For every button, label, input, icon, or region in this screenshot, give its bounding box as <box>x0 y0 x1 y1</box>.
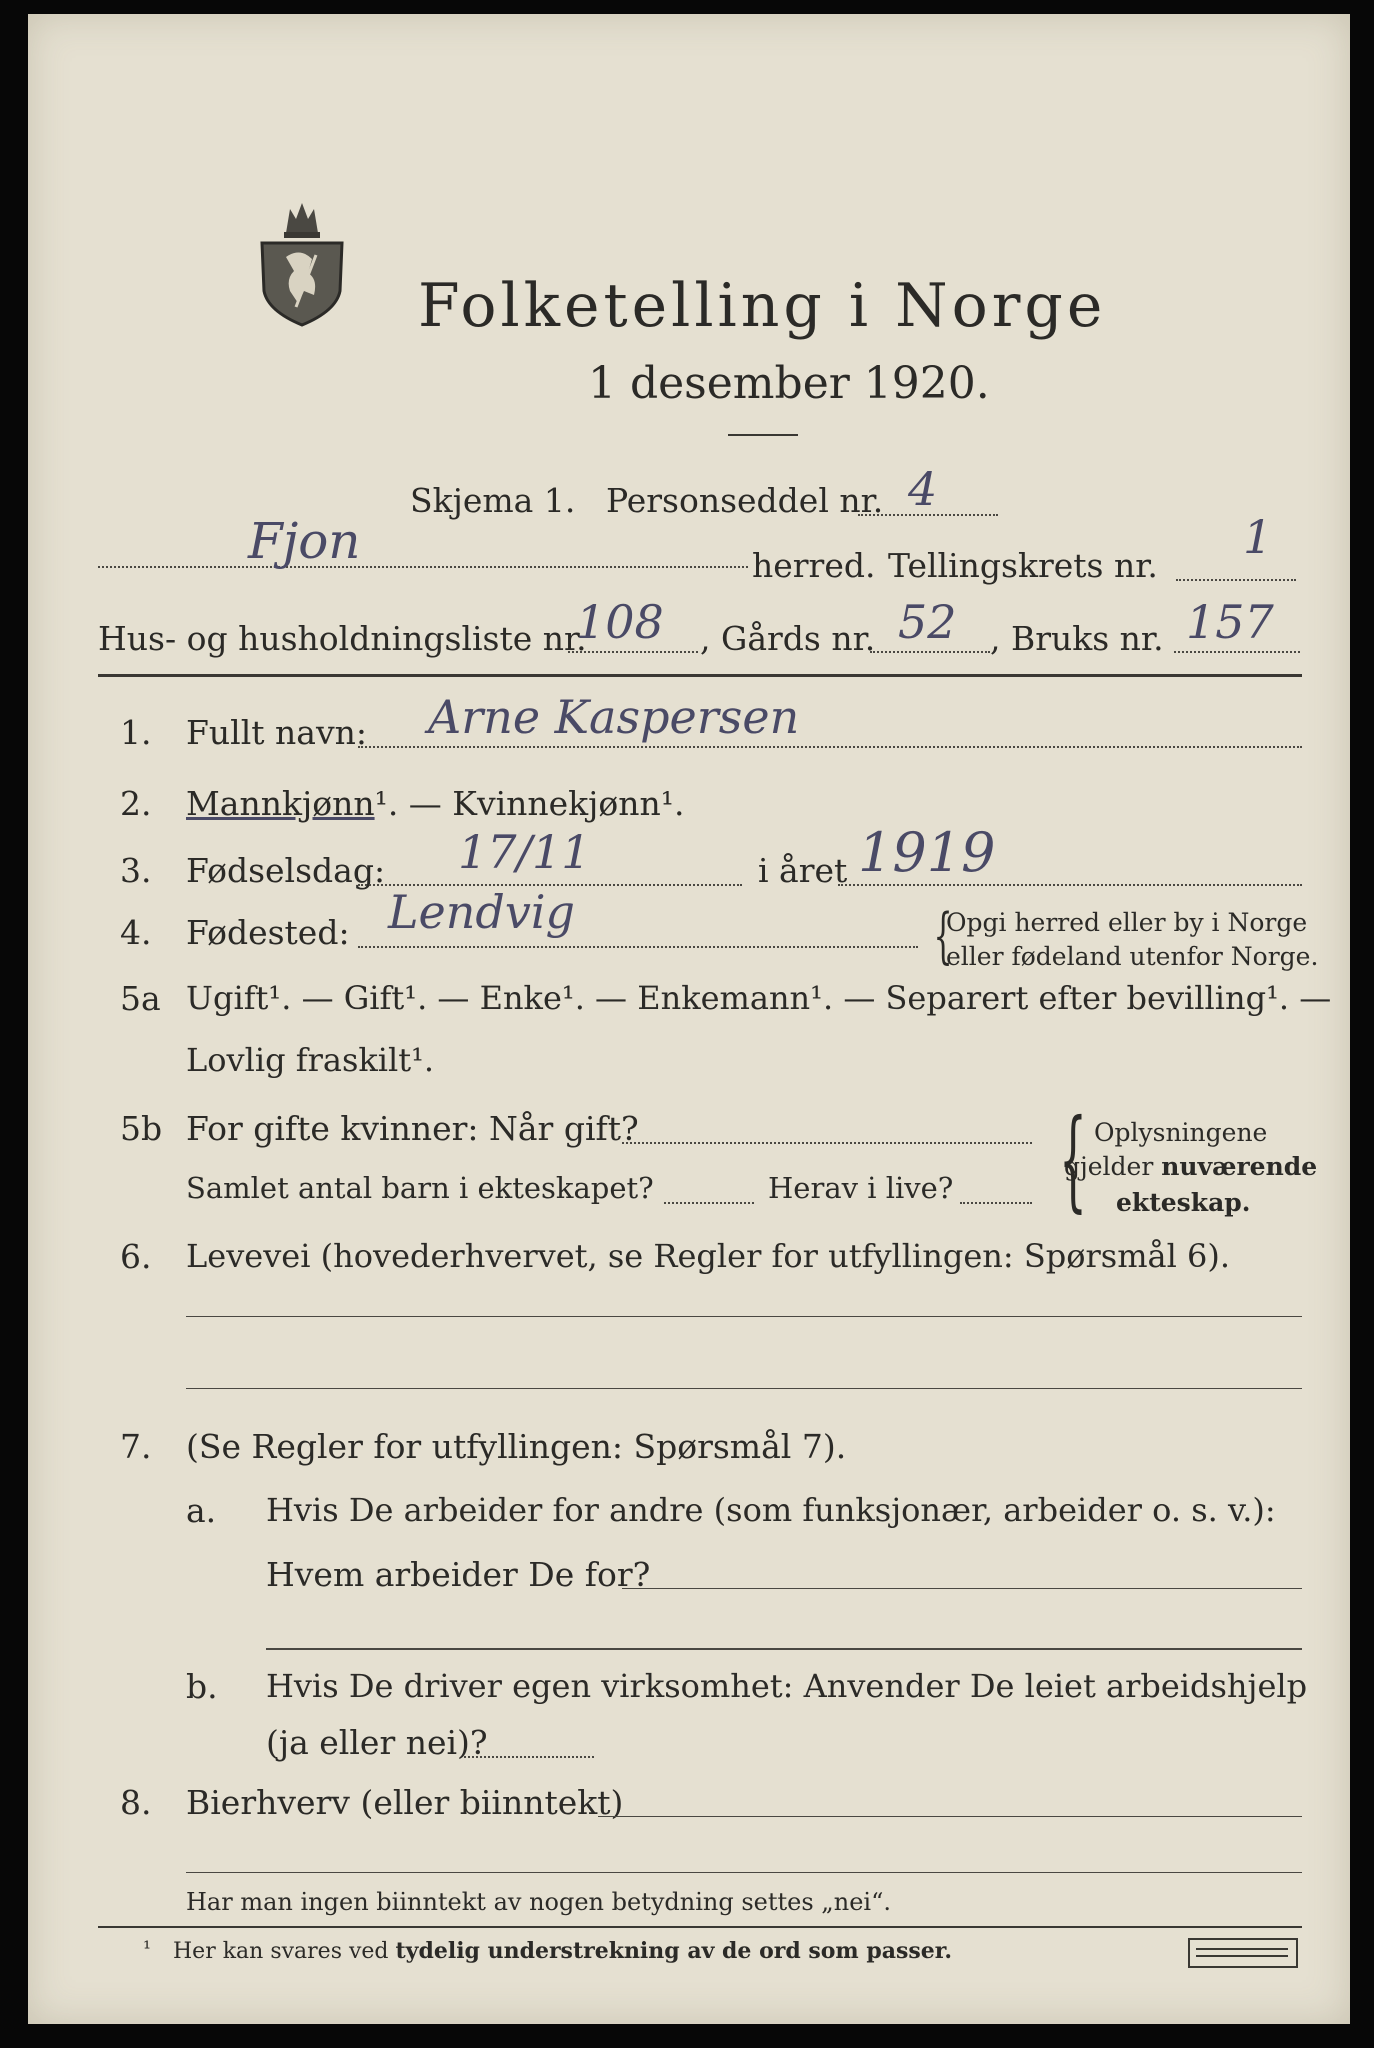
q4-value[interactable]: Lendvig <box>388 885 575 939</box>
q3-number: 3. <box>120 851 152 890</box>
q8-note: Har man ingen biinntekt av nogen betydning settes „nei“. <box>186 1888 891 1916</box>
q7-number: 7. <box>120 1427 152 1466</box>
q3-day-value[interactable]: 17/11 <box>458 825 591 879</box>
footnote-text-a: Her kan svares ved <box>173 1939 396 1964</box>
q8-line[interactable] <box>598 1816 1302 1817</box>
gards-line <box>870 651 990 653</box>
q3-year-label: i året <box>758 851 848 890</box>
q7a-employer-label: Hvem arbeider De for? <box>266 1555 651 1594</box>
hus-line <box>568 651 698 653</box>
herred-label: herred. <box>752 546 876 585</box>
form-date: 1 desember 1920. <box>588 358 990 409</box>
footnote-text <box>173 1940 952 1963</box>
q7a-letter: a. <box>186 1491 217 1530</box>
herred-value[interactable]: Fjon <box>248 512 361 570</box>
q5b-note-1: Oplysningene <box>1094 1118 1268 1147</box>
hus-label: Hus- og husholdningsliste nr. <box>98 619 587 658</box>
census-form <box>28 14 1350 2024</box>
q5b-note-2a: gjelder <box>1064 1152 1154 1181</box>
bruks-value[interactable]: 157 <box>1186 595 1274 649</box>
q2-male-option[interactable]: Mannkjønn <box>186 784 375 823</box>
q4-brace: { <box>933 901 953 971</box>
q7-label: (Se Regler for utfyllingen: Spørsmål 7). <box>186 1427 847 1466</box>
q6-number: 6. <box>120 1237 152 1276</box>
footnote-mark: ¹ <box>143 1936 152 1960</box>
q5b-alive-label: Herav i live? <box>768 1171 954 1205</box>
q4-number: 4. <box>120 913 152 952</box>
norway-coat-of-arms-icon <box>256 199 348 329</box>
q4-line <box>358 946 918 948</box>
q5a-options-continued[interactable]: Lovlig fraskilt¹. <box>186 1041 435 1079</box>
q5b-when-married-label: For gifte kvinner: Når gift? <box>186 1109 639 1148</box>
q5b-note-3: ekteskap. <box>1116 1188 1251 1217</box>
q3-year-line <box>838 884 1302 886</box>
q8-number: 8. <box>120 1783 152 1822</box>
q4-note-2: eller fødeland utenfor Norge. <box>946 942 1319 971</box>
q3-label: Fødselsdag: <box>186 851 386 890</box>
tellingskrets-label: Tellingskrets nr. <box>888 546 1158 585</box>
q5b-when-married-line <box>622 1142 1032 1144</box>
q6-line-1[interactable] <box>186 1316 1302 1317</box>
printer-stamp-icon <box>1188 1938 1298 1968</box>
q1-line <box>358 746 1302 748</box>
q4-label: Fødested: <box>186 913 350 952</box>
footnote-text-b: tydelig understrekning av de ord som passer. <box>395 1938 953 1964</box>
q7b-letter: b. <box>186 1667 218 1706</box>
gards-value[interactable]: 52 <box>898 595 957 649</box>
q7a-employer-line-2[interactable] <box>266 1648 1302 1650</box>
q5b-brace: { <box>1059 1095 1087 1223</box>
herred-line <box>98 566 748 568</box>
q1-label: Fullt navn: <box>186 713 367 752</box>
q1-value[interactable]: Arne Kaspersen <box>428 690 800 744</box>
q5b-alive-line <box>960 1202 1032 1204</box>
q2-female-option[interactable]: Kvinnekjønn <box>452 784 661 823</box>
q1-number: 1. <box>120 713 152 752</box>
q8-label: Bierhverv (eller biinntekt) <box>186 1783 624 1822</box>
header-divider <box>98 674 1302 677</box>
q2-number: 2. <box>120 784 152 823</box>
title-divider <box>728 434 798 436</box>
q4-note-1: Opgi herred eller by i Norge <box>946 908 1308 937</box>
personseddel-label: Personseddel nr. <box>606 481 884 520</box>
q6-line-2[interactable] <box>186 1388 1302 1389</box>
form-title: Folketelling i Norge <box>418 271 1107 341</box>
q5a-number: 5a <box>120 979 161 1018</box>
q7a-employer-line[interactable] <box>622 1588 1302 1589</box>
q5b-number: 5b <box>120 1109 163 1148</box>
q5a-options[interactable]: Ugift¹. — Gift¹. — Enke¹. — Enkemann¹. — Separert efter bevilling¹. — <box>186 979 1332 1017</box>
tellingskrets-value[interactable]: 1 <box>1243 510 1273 564</box>
q8-line-2[interactable] <box>186 1872 1302 1873</box>
personseddel-value[interactable]: 4 <box>908 462 938 516</box>
q7b-label: Hvis De driver egen virksomhet: Anvender De leiet arbeidshjelp <box>266 1667 1308 1705</box>
q2-options: Mannkjønn¹. — Kvinnekjønn¹. <box>186 784 685 823</box>
q5b-note-2 <box>1064 1154 1317 1179</box>
q7b-yes-no-line[interactable] <box>464 1756 594 1758</box>
bruks-label: , Bruks nr. <box>990 619 1164 658</box>
schema-label: Skjema 1. <box>410 481 576 520</box>
tellingskrets-line <box>1176 579 1296 581</box>
bruks-line <box>1174 651 1300 653</box>
q2-footnote-mark: ¹ <box>660 784 675 823</box>
footer-divider <box>98 1926 1302 1928</box>
q5b-children-label: Samlet antal barn i ekteskapet? <box>186 1171 654 1205</box>
q2-footnote-mark: ¹ <box>374 784 388 823</box>
q2-separator: . — <box>387 784 453 823</box>
q6-label: Levevei (hovederhvervet, se Regler for utfyllingen: Spørsmål 6). <box>186 1237 1231 1275</box>
q5b-children-line <box>664 1202 754 1204</box>
q5b-note-2b: nuværende <box>1161 1152 1318 1181</box>
q7b-yes-no-label: (ja eller nei)? <box>266 1723 488 1762</box>
q7a-label: Hvis De arbeider for andre (som funksjonær, arbeider o. s. v.): <box>266 1491 1276 1529</box>
q3-year-value[interactable]: 1919 <box>858 821 996 884</box>
hus-value[interactable]: 108 <box>576 595 664 649</box>
gards-label: , Gårds nr. <box>700 619 876 658</box>
